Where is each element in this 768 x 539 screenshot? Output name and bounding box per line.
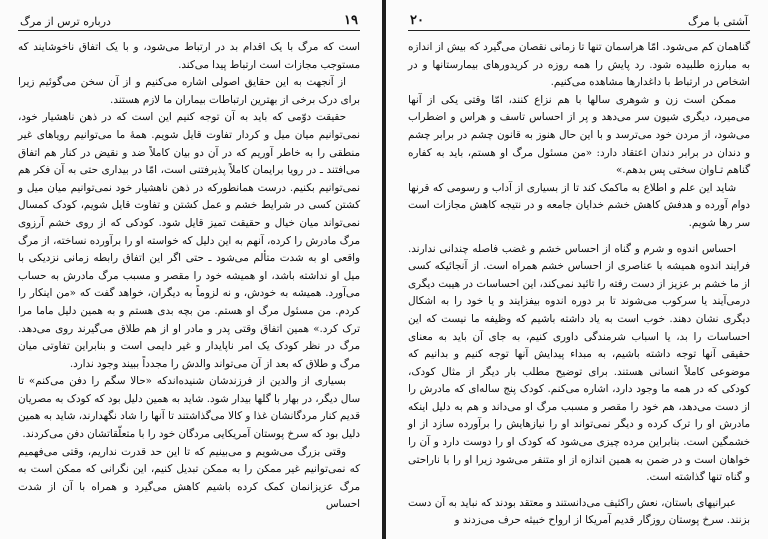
left-paragraph-1: است که مرگ با یک اقدام بد در ارتباط می‌شود، و با یک اتفاق ناخوشایند که مستوجب مجازات است ارتباط پیدا می‌کند. [18,41,360,71]
left-page-number: ۱۹ [344,13,358,28]
right-running-title: آشتی با مرگ [688,15,748,28]
left-page-header [18,8,360,31]
left-paragraph-2: از آنجهت به این حقایق اصولی اشاره می‌کنیم و از آن سخن می‌گوئیم زیرا برای درک برخی از بهترین ارتباطات بیماران ما لازم هستند. [18,76,360,106]
left-paragraph-5: وقتی بزرگ می‌شویم و می‌بینیم که تا این حد قدرت نداریم، وقتی می‌فهمیم که نمی‌توانیم غیر ممکن را به ممکن تبدیل کنیم، این نگرانی که ممکن است به مرگ عزیزانمان کمک کرده باشیم کاهش می‌گیرد و همراه با آن از شدت احساس [18,445,360,511]
right-page-body [408,39,750,530]
left-paragraph-4: بسیاری از والدین از فرزندشان شنیده‌اندکه «حالا سگم را دفن می‌کنم» تا سال دیگر، در بهار با گلها بیدار شود. شاید به همین دلیل بود که کودک به مصریان قدیم کنار مردگانشان غذا و کالا می‌گذاشتند تا آنها را شاد نگهدارند، شاید به همین دلیل بود که سرخ پوستان آمریکایی مردگان خود را با متعلّقاتشان دفن می‌کردند. [18,375,360,441]
right-paragraph-4: احساس اندوه و شرم و گناه از احساس خشم و غضب فاصله چندانی ندارند. فرایند اندوه همیشه با عناصری از احساس خشم همراه است. از آنجائیکه کسی از ما خشم بر عزیز از دست رفته را تائید نمی‌کند، این احساسات در هیبت دیگری درمی‌آیند یا سرکوب می‌شوند تا بر دوره اندوه بیفزایند و یا خود را به اشکال دیگری نشان دهند. خوب است به یاد داشته باشیم که وظیفه ما نیست که این احساسات را بد، یا اسباب شرمندگی داوری کنیم، به جای آن باید به معنای حقیقی آنها توجه داشته باشیم، به مبداء پیدایش آنها توجه کنیم و بدانیم که موضوعی کاملاً انسانی هستند. برای توضیح مطلب بار دیگر از مثال کودک، کودکی که در همه ما وجود دارد، اشاره می‌کنم. کودک پنج ساله‌ای که مادرش را از دست می‌دهد، هم خود را مقصر و مسبب مرگ او می‌داند و هم به دلیل اینکه مادرش او را ترک کرده و دیگر نمی‌تواند او را نیازهایش را برآورده سازد از او خشمگین است. بنابراین مرده چیزی می‌شود که کودک او را دوست دارد و آن را خواهان است و در ضمن به همین اندازه از او متنفر می‌شود زیرا او را با ناراحتی و گناه تنها گذاشته است. [408,242,750,484]
right-page [386,0,768,539]
right-page-header [408,8,750,31]
right-paragraph-3: شاید این علم و اطلاع به ماکمک کند تا از بسیاری از آداب و رسومی که قرنها دوام آورده و هدفش کاهش خشم خدایان جامعه و در نتیجه کاهش مجازات است سر رها شویم. [408,181,750,229]
left-page [0,0,382,539]
right-paragraph-5: عبرانیهای باستان، نعش راکثیف می‌دانستند و معتقد بودند که نباید به آن دست بزنند. سرخ پوستان روزگار قدیم آمریکا از ارواح خبیثه حرف می‌زدند و [408,496,750,527]
right-page-number: ۲۰ [410,13,424,28]
right-paragraph-2: ممکن است زن و شوهری سالها با هم نزاع کنند، امّا وقتی یکی از آنها می‌میرد، دیگری شیون سر می‌دهد و پر از احساس تاسف و هراس و اضطراب می‌شود، از مردن خود می‌ترسد و با این حال هنوز به قانون چشم در برابر چشم و دندان در برابر دندان اعتقاد دارد: «من مسئول مرگ او هستم، باید به کفاره گناهم تـاوان سختی پس بدهم.» [408,93,750,177]
left-running-title: درباره ترس از مرگ [20,15,111,28]
left-paragraph-3: حقیقت دوّمی که باید به آن توجه کنیم این است که در ذهن ناهشیار خود، نمی‌توانیم میان میل و کردار تفاوت قایل شویم. همهٔ ما می‌توانیم رویاهای غیر منطقی را به خاطر آوریم که در آن دو بیان کاملاً ضد و نقیض در کنار هم اتفاق می‌افتند ـ در رویا برایمان کاملاً پذیرفتنی است، امّا در بیداری حتی به آن فکر هم نمی‌توانیم بکنیم. درست همانطورکه در ذهن ناهشیار خود نمی‌توانیم میان میل و کشتن کسی در شرایط خشم و عمل کشتن و تفاوت قایل شویم، کودک کمسال نمی‌تواند میان خیال و حقیقت تمیز قایل شود. کودکی که از روی خشم آرزوی مرگ مادرش را کرده، آنهم به این دلیل که خواسته او را برآورده نساخته، از مرگ واقعی او به شدت متألم می‌شود ـ حتی اگر این اتفاق رابطه زمانی نزدیکی با میل او نداشته باشد، او همیشه خود را مقصر و مسبب مرگ مادرش به حساب می‌آورد. همیشه به خودش، و نه لزوماً به دیگران، خواهد گفت که «من اینکار را کردم. من مسئول مرگ او هستم. من بچه بدی هستم و به همین دلیل ماما مرا ترک کرد.» همین اتفاق وقتی پدر و مادر او از هم طلاق می‌گیرند روی می‌دهد. مرگ در نظر کودک یک امر ناپایدار و غیر دایمی است و بنابراین تفاوتی میان مرگ و طلاق که بعد از آن می‌تواند والدش را مجدداً ببیند وجود ندارد. [18,111,360,370]
left-page-body [18,39,360,514]
right-paragraph-1: گناهمان کم می‌شود. امّا هراسمان تنها تا زمانی نقصان می‌گیرد که بیش از اندازه به مبارزه طلبیده شود. رد پایش را همه روزه در کریدورهای بیمارستانها و در اشخاص در ارتباط با داغدارها مشاهده می‌کنیم. [408,41,750,89]
